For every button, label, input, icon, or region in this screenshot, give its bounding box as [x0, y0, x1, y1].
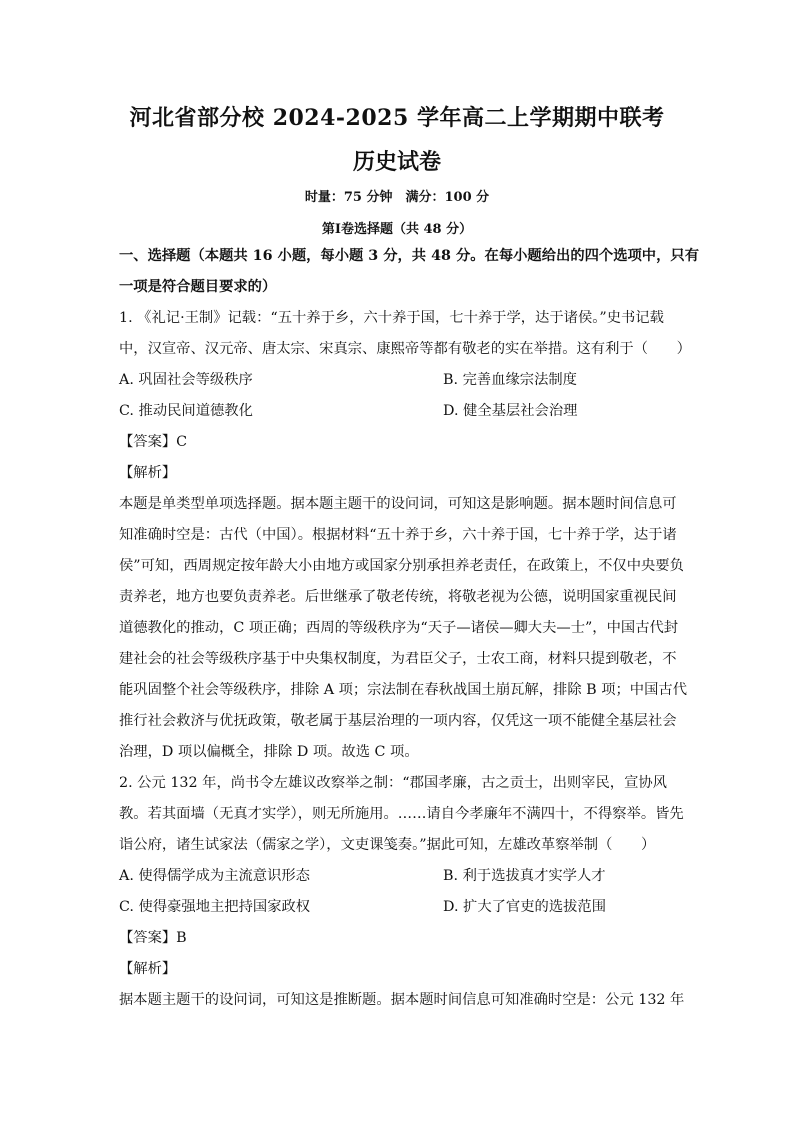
exam-title: 河北省部分校 2024-2025 学年高二上学期期中联考: [129, 105, 665, 131]
q1-analysis-line: 本题是单类型单项选择题。据本题主题干的设问词，可知这是影响题。据本题时间信息可: [119, 496, 677, 512]
q1-analysis-line: 道德教化的推动，C 项正确；西周的等级秩序为“天子—诸侯—卿大夫—士”，中国古代封: [119, 620, 679, 636]
q1-option-d: D. 健全基层社会治理: [443, 403, 578, 419]
q1-stem: 1. 《礼记·王制》记载：“五十养于乡，六十养于国，七十养于学，达于诸侯。”史书记载: [119, 310, 664, 326]
section-heading-cont: 一项是符合题目要求的）: [119, 279, 277, 295]
q2-option-b: B. 利于选拔真才实学人才: [443, 868, 606, 884]
q1-option-b: B. 完善血缘宗法制度: [443, 372, 577, 388]
q1-analysis-line: 侯”可知，西周规定按年龄大小由地方或国家分别承担养老责任，在政策上，不仅中央要负: [119, 558, 684, 574]
q2-stem-cont: 诣公府，诸生试家法（儒家之学），文吏课笺奏。”据此可知，左雄改革察举制（ ）: [119, 837, 656, 853]
q2-options-row-2: [119, 892, 674, 923]
q2-option-d: D. 扩大了官吏的选拔范围: [443, 899, 607, 915]
q1-analysis-line: 建社会的社会等级秩序基于中央集权制度，为君臣父子，士农工商，材料只提到敬老，不: [119, 651, 677, 667]
volume-heading: 第Ⅰ卷选择题（共 48 分）: [321, 222, 473, 237]
q1-options-row-2: [119, 396, 674, 427]
q2-option-a: A. 使得儒学成为主流意识形态: [119, 868, 310, 884]
q2-stem-cont: 教。若其面墙（无真才实学），则无所施用。……请自今孝廉年不满四十，不得察举。皆先: [119, 806, 684, 822]
q1-option-a: A. 巩固社会等级秩序: [119, 372, 253, 388]
q1-option-c: C. 推动民间道德教化: [119, 403, 253, 419]
q1-analysis-line: 责养老，地方也要负责养老。后世继承了敬老传统，将敬老视为公德，说明国家重视民间: [119, 589, 677, 605]
exam-subtitle: 历史试卷: [352, 149, 441, 175]
q1-answer: 【答案】C: [119, 434, 188, 450]
q2-option-c: C. 使得豪强地主把持国家政权: [119, 899, 311, 915]
q2-stem: 2. 公元 132 年，尚书令左雄议改察举之制：“郡国孝廉，古之贡士，出则宰民，宣协风: [119, 775, 667, 791]
q1-options-row-1: [119, 365, 674, 396]
q1-analysis-label: 【解析】: [119, 465, 177, 481]
exam-body: [119, 241, 699, 1016]
q1-analysis-line: 推行社会救济与优抚政策，敬老属于基层治理的一项内容，仅凭这一项不能健全基层社会: [119, 713, 677, 729]
q1-stem-cont: 中，汉宣帝、汉元帝、唐太宗、宋真宗、康熙帝等都有敬老的实在举措。这有利于（ ）: [119, 341, 691, 357]
q2-answer: 【答案】B: [119, 930, 187, 946]
section-heading: 一、选择题（本题共 16 小题，每小题 3 分，共 48 分。在每小题给出的四个选项中，只有: [119, 248, 699, 264]
exam-info: 时量：75 分钟 满分：100 分: [304, 190, 490, 205]
q1-analysis-line: 能巩固整个社会等级秩序，排除 A 项；宗法制在春秋战国土崩瓦解，排除 B 项；中国古代: [119, 682, 687, 698]
q1-analysis-line: 治理，D 项以偏概全，排除 D 项。故选 C 项。: [119, 744, 419, 760]
q1-analysis-line: 知准确时空是：古代（中国）。根据材料“五十养于乡，六十养于国，七十养于学，达于诸: [119, 527, 677, 543]
q2-options-row-1: [119, 861, 674, 892]
q2-analysis-line: 据本题主题干的设问词，可知这是推断题。据本题时间信息可知准确时空是：公元 132 年: [119, 992, 685, 1008]
q2-analysis-label: 【解析】: [119, 961, 177, 977]
